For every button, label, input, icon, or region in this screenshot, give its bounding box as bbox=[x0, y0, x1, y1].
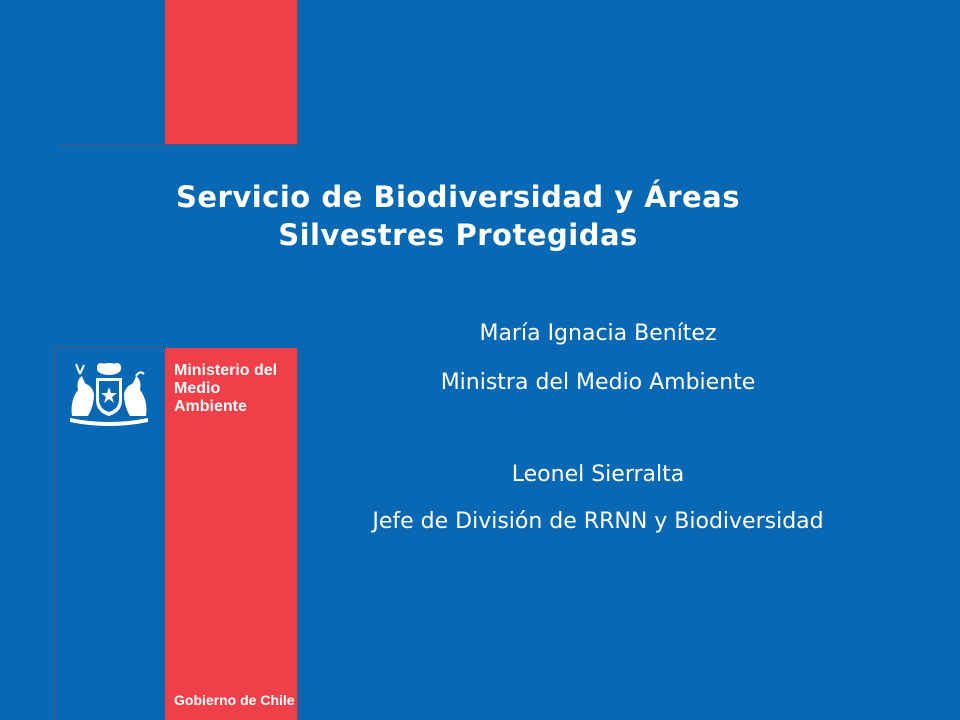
top-divider-horizontal bbox=[58, 144, 298, 146]
title-line-2: Silvestres Protegidas bbox=[278, 218, 638, 252]
top-divider-vertical bbox=[297, 0, 299, 146]
slide-title bbox=[60, 178, 856, 254]
title-line-1: Servicio de Biodiversidad y Áreas bbox=[175, 180, 741, 214]
logo-red-band-edge bbox=[297, 348, 299, 720]
logo-divider-horizontal bbox=[54, 346, 165, 348]
speaker-1-role: Ministra del Medio Ambiente bbox=[440, 370, 756, 395]
speaker-2-role: Jefe de División de RRNN y Biodiversidad bbox=[372, 509, 824, 534]
top-red-block bbox=[165, 0, 298, 144]
ministry-line-3: Ambiente bbox=[174, 398, 247, 415]
ministry-logotype bbox=[174, 362, 292, 416]
ministry-line-1: Ministerio del bbox=[174, 362, 278, 379]
speaker-2-name: Leonel Sierralta bbox=[511, 462, 685, 487]
speaker-1-name: María Ignacia Benítez bbox=[479, 321, 717, 346]
ministry-line-2: Medio bbox=[174, 380, 221, 397]
coat-of-arms-icon bbox=[66, 360, 152, 426]
logo-divider-vertical bbox=[54, 346, 56, 720]
government-label: Gobierno de Chile bbox=[174, 692, 295, 708]
